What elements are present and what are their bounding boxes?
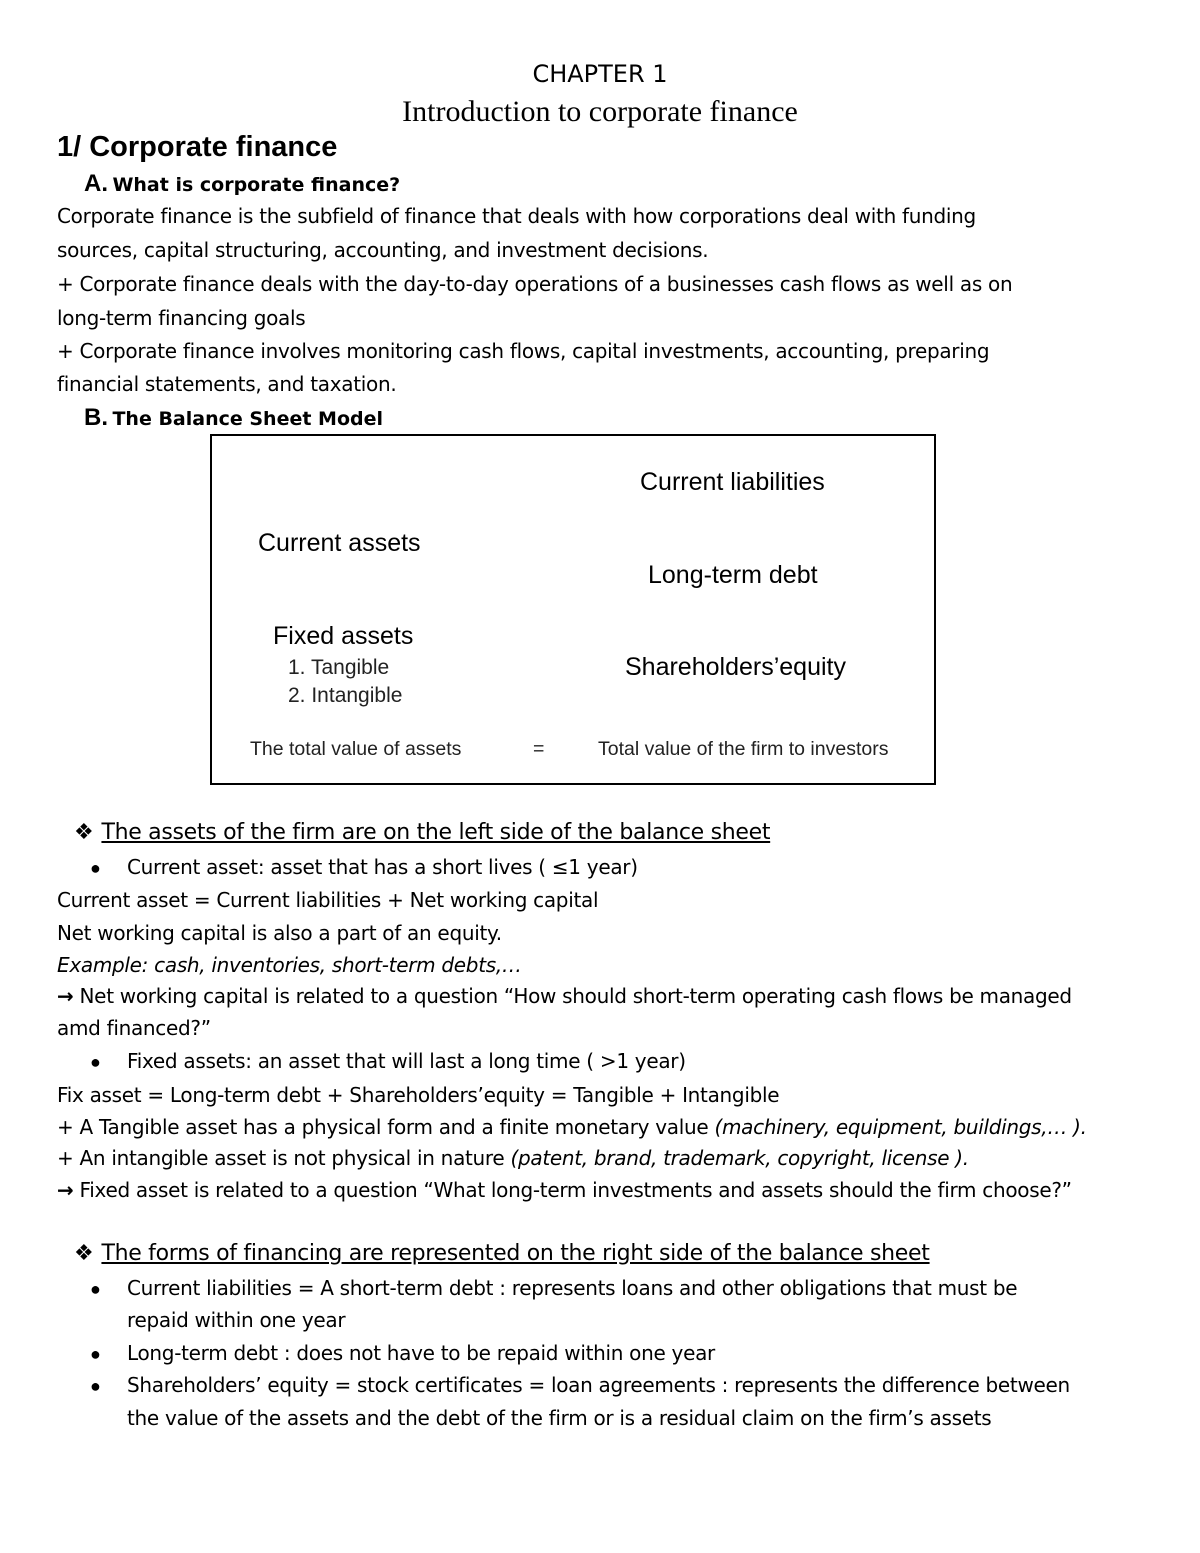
tangible-asset-line: [57, 1115, 1087, 1139]
current-liabilities-label: Current liabilities: [640, 468, 825, 496]
bullet-dot-icon: ●: [90, 858, 101, 878]
subsection-a-title: What is corporate finance?: [112, 174, 401, 196]
financing-heading-text: The forms of financing are represented on the right side of the balance sheet: [101, 1241, 930, 1266]
right-arrow-icon: →: [57, 984, 74, 1008]
shareholders-equity-bullet-cont: the value of the assets and the debt of the firm or is a residual claim on the firm’s assets: [127, 1406, 992, 1430]
current-liabilities-bullet: Current liabilities = A short-term debt : represents loans and other obligations that must be: [127, 1276, 1018, 1300]
financing-section-heading: [74, 1241, 930, 1266]
nwc-question-text: Net working capital is related to a question “How should short-term operating cash flows be managed: [73, 984, 1072, 1008]
subsection-b-title: The Balance Sheet Model: [112, 408, 384, 430]
equals-sign: =: [533, 738, 545, 760]
bullet-dot-icon: ●: [90, 1279, 101, 1299]
chapter-subtitle: Introduction to corporate finance: [402, 95, 798, 128]
total-firm-value-label: Total value of the firm to investors: [598, 738, 889, 760]
intangible-label: 2. Intangible: [288, 684, 403, 707]
shareholders-equity-bullet: Shareholders’ equity = stock certificates = loan agreements : represents the difference between: [127, 1373, 1070, 1397]
tangible-asset-text: + A Tangible asset has a physical form and a finite monetary value: [57, 1115, 715, 1139]
diamond-bullet-icon: ❖: [74, 1241, 94, 1266]
intro-line-4: long-term financing goals: [57, 306, 306, 330]
intangible-asset-line: [57, 1146, 969, 1170]
intangible-asset-text: + An intangible asset is not physical in nature: [57, 1146, 511, 1170]
fixed-assets-label: Fixed assets: [273, 622, 414, 650]
current-liabilities-bullet-cont: repaid within one year: [127, 1308, 346, 1332]
shareholders-equity-label: Shareholders’equity: [625, 653, 846, 681]
intro-line-1: Corporate finance is the subfield of finance that deals with how corporations deal with funding: [57, 204, 976, 228]
long-term-debt-label: Long-term debt: [648, 561, 818, 589]
balance-sheet-diagram: [210, 434, 936, 785]
fixed-asset-equation: Fix asset = Long-term debt + Shareholders’equity = Tangible + Intangible: [57, 1083, 780, 1107]
intro-line-2: sources, capital structuring, accounting, and investment decisions.: [57, 238, 709, 262]
tangible-label: 1. Tangible: [288, 656, 390, 679]
section-1-title: 1/ Corporate finance: [57, 131, 338, 163]
current-asset-bullet: Current asset: asset that has a short lives ( ≤1 year): [127, 855, 638, 879]
subsection-b-heading: [84, 404, 383, 432]
nwc-question-cont: amd financed?”: [57, 1016, 211, 1040]
total-assets-label: The total value of assets: [250, 738, 462, 760]
intro-line-3: + Corporate finance deals with the day-to-day operations of a businesses cash flows as well as on: [57, 272, 1013, 296]
assets-section-heading: [74, 820, 770, 845]
fixed-asset-question-text: Fixed asset is related to a question “What long-term investments and assets should the firm choose?”: [73, 1178, 1072, 1202]
fixed-asset-question-line: [57, 1178, 1072, 1202]
assets-heading-text: The assets of the firm are on the left side of the balance sheet: [101, 820, 771, 845]
nwc-question-line: [57, 984, 1072, 1008]
bullet-dot-icon: ●: [90, 1052, 101, 1072]
nwc-equity-note: Net working capital is also a part of an equity.: [57, 921, 502, 945]
intro-line-5: + Corporate finance involves monitoring cash flows, capital investments, accounting, preparing: [57, 339, 990, 363]
fixed-assets-bullet: Fixed assets: an asset that will last a long time ( >1 year): [127, 1049, 686, 1073]
chapter-label: CHAPTER 1: [532, 60, 668, 88]
intangible-asset-examples: (patent, brand, trademark, copyright, license ).: [510, 1146, 969, 1170]
subsection-a-heading: [84, 170, 400, 198]
bullet-dot-icon: ●: [90, 1376, 101, 1396]
current-assets-label: Current assets: [258, 529, 421, 557]
current-asset-example: Example: cash, inventories, short-term debts,…: [57, 953, 522, 977]
tangible-asset-examples: (machinery, equipment, buildings,… ).: [714, 1115, 1087, 1139]
right-arrow-icon: →: [57, 1178, 74, 1202]
subsection-b-letter: B.: [84, 404, 108, 431]
intro-line-6: financial statements, and taxation.: [57, 372, 397, 396]
current-asset-equation: Current asset = Current liabilities + Net working capital: [57, 888, 599, 912]
subsection-a-letter: A.: [84, 170, 108, 197]
diamond-bullet-icon: ❖: [74, 820, 94, 845]
long-term-debt-bullet: Long-term debt : does not have to be repaid within one year: [127, 1341, 715, 1365]
bullet-dot-icon: ●: [90, 1344, 101, 1364]
